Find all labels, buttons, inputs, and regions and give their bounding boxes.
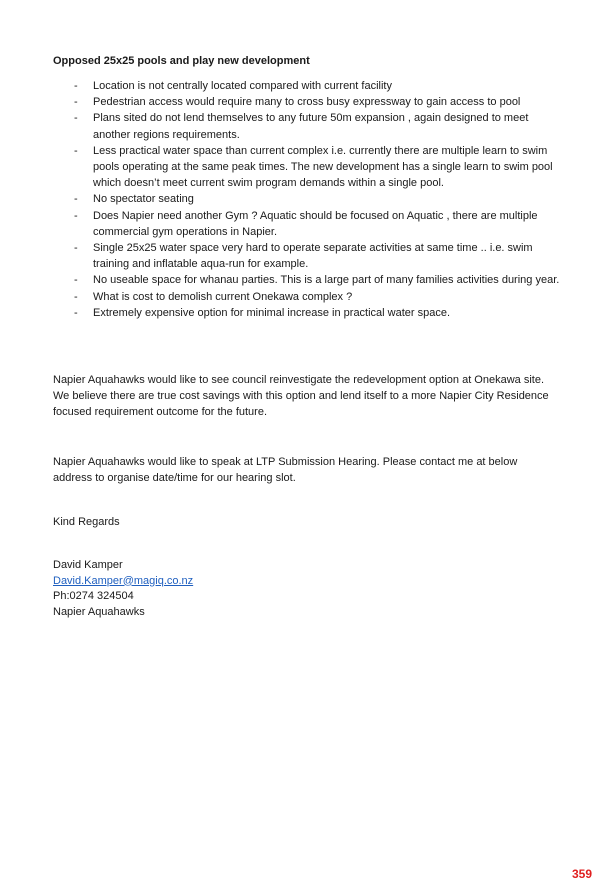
list-item-text: No useable space for whanau parties. This is a large part of many families activities during year. <box>93 274 560 287</box>
bullet-dash: - <box>74 80 78 92</box>
list-item-text: Pedestrian access would require many to cross busy expressway to gain access to pool <box>93 96 521 109</box>
bullet-dash: - <box>74 242 78 255</box>
list-item-text: Less practical water space than current complex i.e. currently there are multiple learn to swim pools operating at the same peak times. The new development has a single learn to swim pool which doesn’t meet current swim program demands within a single pool. <box>93 144 553 190</box>
phone-number: Ph:0274 324504 <box>53 590 134 602</box>
organisation-name: Napier Aquahawks <box>53 605 145 618</box>
email-link[interactable]: David.Kamper@magiq.co.nz <box>53 574 194 587</box>
list-item <box>53 143 563 192</box>
bullet-dash: - <box>74 306 78 319</box>
list-item <box>53 191 563 207</box>
signature-block <box>53 558 193 620</box>
bullet-dash: - <box>74 193 78 206</box>
list-item-text: Location is not centrally located compared with current facility <box>93 80 392 92</box>
list-item-text: Plans sited do not lend themselves to any future 50m expansion , again designed to meet another regions requirements. <box>93 112 529 141</box>
bullet-dash: - <box>74 274 78 287</box>
reinvestigate-paragraph: Napier Aquahawks would like to see council reinvestigate the redevelopment option at Onekawa site. We believe there are true cost savings with this option and lend itself to a more Napier City Residence focused requirement outcome for the future. <box>53 374 549 419</box>
list-item <box>53 78 563 94</box>
bullet-dash: - <box>74 112 78 125</box>
list-item <box>53 208 563 240</box>
objection-list <box>53 78 563 321</box>
bullet-dash: - <box>74 209 78 222</box>
list-item-text: Single 25x25 water space very hard to operate separate activities at same time .. i.e. swim training and inflatable aqua-run for example. <box>93 242 533 271</box>
list-item-text: No spectator seating <box>93 193 194 206</box>
list-item-text: Extremely expensive option for minimal increase in practical water space. <box>93 306 451 319</box>
list-item <box>53 240 563 272</box>
list-item <box>53 272 563 288</box>
bullet-dash: - <box>74 290 78 303</box>
list-item <box>53 305 563 321</box>
list-item <box>53 94 563 110</box>
list-item <box>53 289 563 305</box>
page-number: 359 <box>571 867 592 881</box>
list-item <box>53 110 563 142</box>
list-item-text: Does Napier need another Gym ? Aquatic should be focused on Aquatic , there are multiple commercial gym operations in Napier. <box>93 209 538 238</box>
bullet-dash: - <box>74 96 78 109</box>
email-line <box>53 574 193 590</box>
section-heading: Opposed 25x25 pools and play new development <box>53 55 310 67</box>
bullet-dash: - <box>74 144 78 157</box>
list-item-text: What is cost to demolish current Onekawa complex ? <box>93 290 353 303</box>
signer-name: David Kamper <box>53 559 123 571</box>
hearing-request-paragraph: Napier Aquahawks would like to speak at LTP Submission Hearing. Please contact me at below address to organise date/time for our hearing slot. <box>53 456 518 485</box>
closing-salutation: Kind Regards <box>53 516 120 528</box>
